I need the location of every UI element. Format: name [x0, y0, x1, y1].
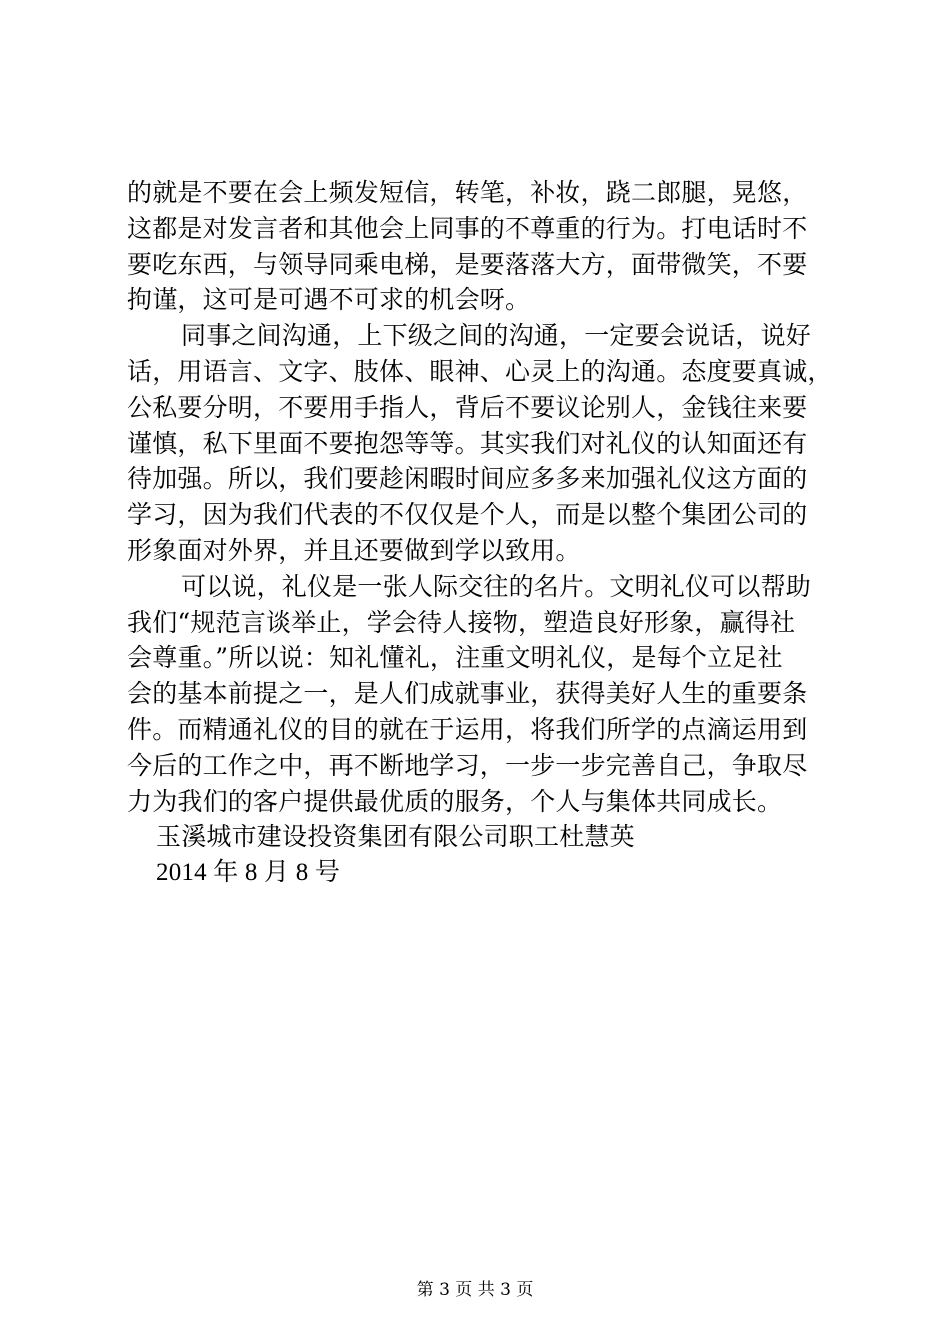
- document-date: 2014 年 8 月 8 号: [156, 859, 341, 887]
- paragraph-2-line-3: 公私要分明，不要用手指人，背后不要议论别人，金钱往来要: [127, 392, 808, 422]
- paragraph-3-line-6: 今后的工作之中，再不断地学习，一步一步完善自己，争取尽: [127, 750, 808, 780]
- paragraph-3-line-4: 会的基本前提之一，是人们成就事业，获得美好人生的重要条: [127, 679, 808, 709]
- paragraph-2-line-4: 谨慎，私下里面不要抱怨等等。其实我们对礼仪的认知面还有: [127, 428, 808, 458]
- signature: 玉溪城市建设投资集团有限公司职工杜慧英: [156, 822, 635, 852]
- paragraph-1-line-1: 的就是不要在会上频发短信，转笔，补妆，跷二郎腿，晃悠，: [127, 178, 808, 207]
- paragraph-3-line-5: 件。而精通礼仪的目的就在于运用，将我们所学的点滴运用到: [127, 714, 808, 744]
- paragraph-2-line-7: 形象面对外界，并且还要做到学以致用。: [127, 535, 581, 565]
- paragraph-1-line-2: 这都是对发言者和其他会上同事的不尊重的行为。打电话时不: [127, 213, 808, 243]
- paragraph-2-line-5: 待加强。所以，我们要趁闲暇时间应多多来加强礼仪这方面的: [127, 464, 808, 494]
- document-body: [127, 175, 839, 891]
- paragraph-2-line-2: 话，用语言、文字、肢体、眼神、心灵上的沟通。态度要真诚，: [127, 356, 833, 386]
- paragraph-3-line-3: 会尊重。”所以说：知礼懂礼，注重文明礼仪，是每个立足社: [127, 643, 783, 673]
- paragraph-3-line-7: 力为我们的客户提供最优质的服务，个人与集体共同成长。: [127, 786, 783, 816]
- page-number-footer: 第 3 页 共 3 页: [416, 1280, 534, 1300]
- paragraph-3-line-2: 我们“规范言谈举止，学会待人接物，塑造良好形象，赢得社: [127, 607, 796, 637]
- paragraph-1-line-3: 要吃东西，与领导同乘电梯，是要落落大方，面带微笑，不要: [127, 249, 808, 279]
- paragraph-2-line-6: 学习，因为我们代表的不仅仅是个人，而是以整个集团公司的: [127, 500, 808, 530]
- paragraph-3-line-1: 可以说，礼仪是一张人际交往的名片。文明礼仪可以帮助: [181, 571, 812, 601]
- paragraph-1-line-4: 拘谨，这可是可遇不可求的机会呀。: [127, 285, 531, 315]
- paragraph-2-line-1: 同事之间沟通，上下级之间的沟通，一定要会说话，说好: [181, 321, 812, 351]
